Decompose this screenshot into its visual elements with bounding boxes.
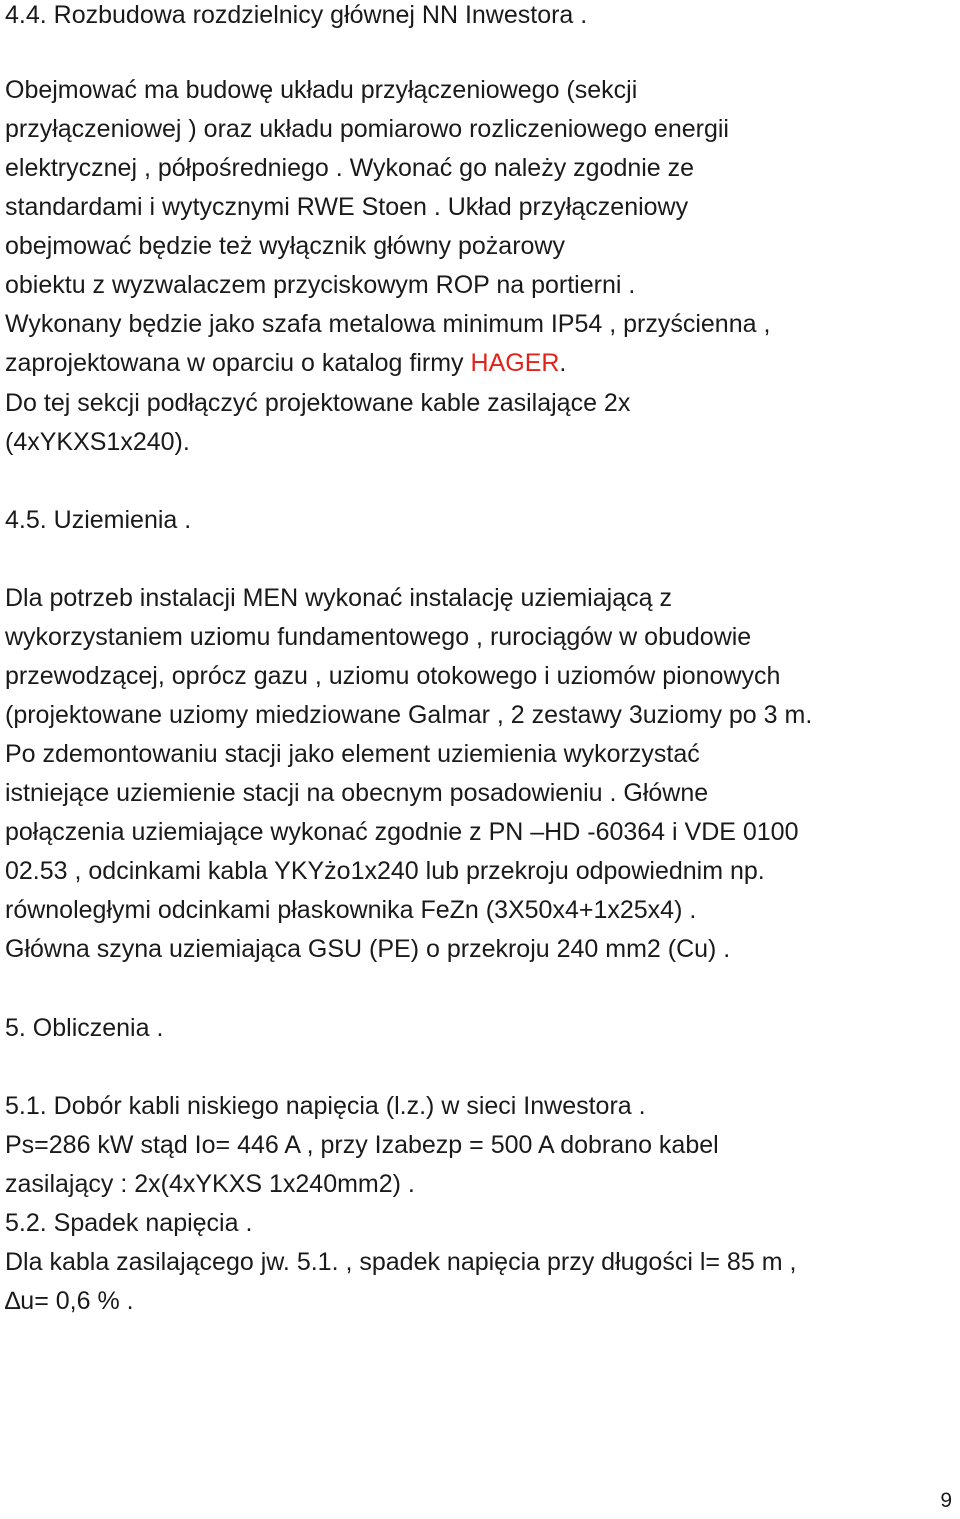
paragraph-line: obejmować będzie też wyłącznik główny pożarowy bbox=[5, 232, 565, 260]
paragraph-line: Po zdemontowaniu stacji jako element uziemienia wykorzystać bbox=[5, 740, 700, 768]
page-number: 9 bbox=[940, 1489, 952, 1512]
brand-name: HAGER bbox=[470, 349, 560, 377]
paragraph-line: Dla potrzeb instalacji MEN wykonać instalację uziemiającą z bbox=[5, 584, 672, 612]
paragraph-line: przyłączeniowej ) oraz układu pomiarowo rozliczeniowego energii bbox=[5, 115, 729, 143]
catalog-prefix: zaprojektowana w oparciu o katalog firmy bbox=[5, 349, 471, 377]
section-heading-4-5: 4.5. Uziemienia . bbox=[5, 506, 192, 534]
paragraph-line: Dla kabla zasilającego jw. 5.1. , spadek napięcia przy długości l= 85 m , bbox=[5, 1248, 797, 1276]
paragraph-line: Do tej sekcji podłączyć projektowane kable zasilające 2x bbox=[5, 389, 631, 417]
paragraph-line-catalog bbox=[5, 348, 566, 378]
paragraph-line: obiektu z wyzwalaczem przyciskowym ROP na portierni . bbox=[5, 271, 636, 299]
paragraph-line: zasilający : 2x(4xYKXS 1x240mm2) . bbox=[5, 1170, 415, 1198]
paragraph-line: Główna szyna uziemiająca GSU (PE) o przekroju 240 mm2 (Cu) . bbox=[5, 935, 731, 963]
section-heading-5-2: 5.2. Spadek napięcia . bbox=[5, 1209, 253, 1237]
section-heading-5-1: 5.1. Dobór kabli niskiego napięcia (l.z.) w sieci Inwestora . bbox=[5, 1092, 646, 1120]
paragraph-line: standardami i wytycznymi RWE Stoen . Układ przyłączeniowy bbox=[5, 193, 689, 221]
paragraph-line: Ps=286 kW stąd Io= 446 A , przy Izabezp = 500 A dobrano kabel bbox=[5, 1131, 719, 1159]
paragraph-line: równoległymi odcinkami płaskownika FeZn (3X50x4+1x25x4) . bbox=[5, 896, 697, 924]
paragraph-line: ∆u= 0,6 % . bbox=[5, 1287, 134, 1315]
paragraph-line: elektrycznej , półpośredniego . Wykonać go należy zgodnie ze bbox=[5, 154, 695, 182]
paragraph-line: istniejące uziemienie stacji na obecnym posadowieniu . Główne bbox=[5, 779, 709, 807]
paragraph-line: 02.53 , odcinkami kabla YKYżo1x240 lub przekroju odpowiednim np. bbox=[5, 857, 765, 885]
catalog-suffix: . bbox=[559, 349, 567, 377]
paragraph-line: Wykonany będzie jako szafa metalowa minimum IP54 , przyścienna , bbox=[5, 310, 771, 338]
paragraph-line: wykorzystaniem uziomu fundamentowego , rurociągów w obudowie bbox=[5, 623, 752, 651]
paragraph-line: (projektowane uziomy miedziowane Galmar , 2 zestawy 3uziomy po 3 m. bbox=[5, 701, 813, 729]
section-heading-5: 5. Obliczenia . bbox=[5, 1014, 164, 1042]
paragraph-line: Obejmować ma budowę układu przyłączeniowego (sekcji bbox=[5, 76, 638, 104]
section-heading-4-4: 4.4. Rozbudowa rozdzielnicy głównej NN Inwestora . bbox=[5, 1, 588, 29]
paragraph-line: przewodzącej, oprócz gazu , uziomu otokowego i uziomów pionowych bbox=[5, 662, 781, 690]
paragraph-line: (4xYKXS1x240). bbox=[5, 428, 190, 456]
paragraph-line: połączenia uziemiające wykonać zgodnie z PN –HD -60364 i VDE 0100 bbox=[5, 818, 799, 846]
